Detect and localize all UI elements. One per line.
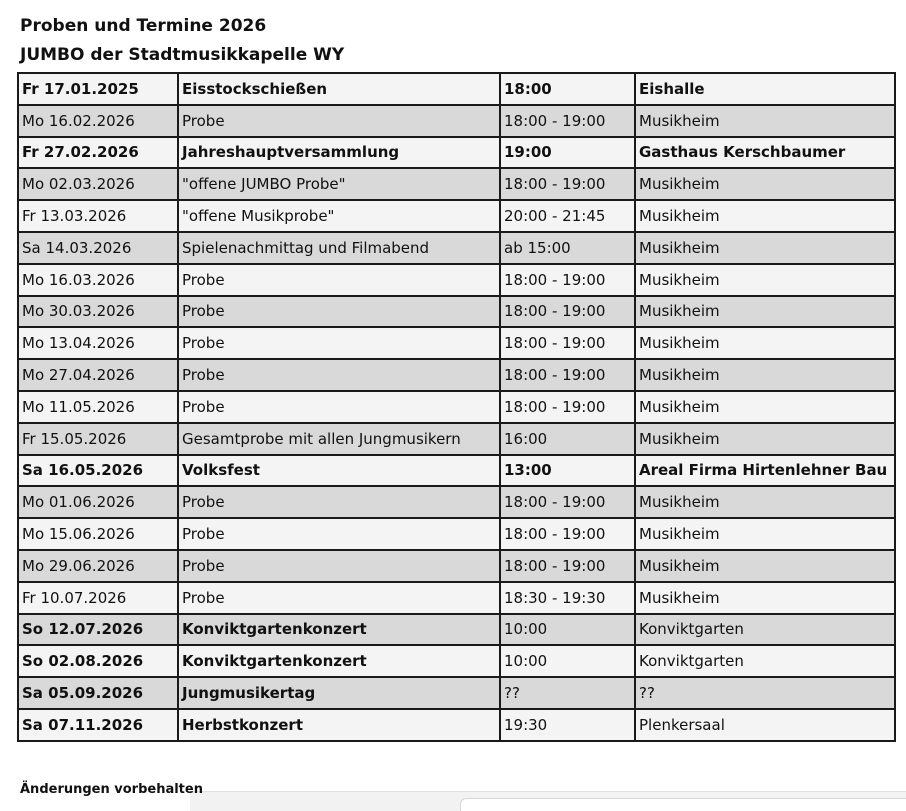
date-cell: So 12.07.2026: [18, 614, 178, 646]
time-cell: 18:00 - 19:00: [500, 105, 635, 137]
table-row: [18, 296, 895, 328]
table-row: [18, 455, 895, 487]
time-cell: 18:00 - 19:00: [500, 327, 635, 359]
time-cell: 16:00: [500, 423, 635, 455]
table-row: [18, 614, 895, 646]
table-row: [18, 709, 895, 741]
sheet-tab[interactable]: [460, 798, 906, 811]
time-cell: 18:00: [500, 73, 635, 105]
place-cell: Musikheim: [635, 518, 895, 550]
table-row: [18, 518, 895, 550]
event-cell: Konviktgartenkonzert: [178, 645, 500, 677]
table-row: [18, 200, 895, 232]
date-cell: Mo 15.06.2026: [18, 518, 178, 550]
place-cell: Musikheim: [635, 550, 895, 582]
time-cell: 18:00 - 19:00: [500, 518, 635, 550]
time-cell: 13:00: [500, 455, 635, 487]
table-row: [18, 423, 895, 455]
table-row: [18, 359, 895, 391]
page-title: Proben und Termine 2026: [20, 16, 267, 36]
event-cell: Probe: [178, 486, 500, 518]
event-cell: Konviktgartenkonzert: [178, 614, 500, 646]
event-cell: Probe: [178, 105, 500, 137]
date-cell: Mo 30.03.2026: [18, 296, 178, 328]
place-cell: Konviktgarten: [635, 645, 895, 677]
event-cell: Probe: [178, 582, 500, 614]
date-cell: So 02.08.2026: [18, 645, 178, 677]
schedule-table: [17, 72, 896, 742]
place-cell: Musikheim: [635, 264, 895, 296]
time-cell: 10:00: [500, 614, 635, 646]
place-cell: Musikheim: [635, 582, 895, 614]
date-cell: Sa 14.03.2026: [18, 232, 178, 264]
table-row: [18, 264, 895, 296]
time-cell: ??: [500, 677, 635, 709]
time-cell: 19:30: [500, 709, 635, 741]
table-row: [18, 550, 895, 582]
table-row: [18, 677, 895, 709]
time-cell: 18:00 - 19:00: [500, 168, 635, 200]
event-cell: Probe: [178, 327, 500, 359]
event-cell: "offene Musikprobe": [178, 200, 500, 232]
time-cell: 18:30 - 19:30: [500, 582, 635, 614]
place-cell: Musikheim: [635, 486, 895, 518]
place-cell: Eishalle: [635, 73, 895, 105]
date-cell: Mo 16.02.2026: [18, 105, 178, 137]
place-cell: Musikheim: [635, 200, 895, 232]
place-cell: Musikheim: [635, 327, 895, 359]
date-cell: Sa 07.11.2026: [18, 709, 178, 741]
time-cell: 18:00 - 19:00: [500, 486, 635, 518]
table-row: [18, 645, 895, 677]
date-cell: Sa 16.05.2026: [18, 455, 178, 487]
date-cell: Mo 13.04.2026: [18, 327, 178, 359]
date-cell: Mo 11.05.2026: [18, 391, 178, 423]
place-cell: Musikheim: [635, 359, 895, 391]
event-cell: "offene JUMBO Probe": [178, 168, 500, 200]
date-cell: Mo 16.03.2026: [18, 264, 178, 296]
event-cell: Volksfest: [178, 455, 500, 487]
time-cell: 19:00: [500, 137, 635, 169]
time-cell: 18:00 - 19:00: [500, 264, 635, 296]
footnote: Änderungen vorbehalten: [20, 782, 203, 797]
table-row: [18, 137, 895, 169]
place-cell: ??: [635, 677, 895, 709]
event-cell: Spielenachmittag und Filmabend: [178, 232, 500, 264]
table-row: [18, 105, 895, 137]
event-cell: Jahreshauptversammlung: [178, 137, 500, 169]
place-cell: Areal Firma Hirtenlehner Bau: [635, 455, 895, 487]
table-row: [18, 486, 895, 518]
date-cell: Fr 17.01.2025: [18, 73, 178, 105]
event-cell: Eisstockschießen: [178, 73, 500, 105]
date-cell: Fr 27.02.2026: [18, 137, 178, 169]
date-cell: Mo 02.03.2026: [18, 168, 178, 200]
time-cell: 18:00 - 19:00: [500, 391, 635, 423]
date-cell: Mo 27.04.2026: [18, 359, 178, 391]
place-cell: Musikheim: [635, 168, 895, 200]
date-cell: Mo 01.06.2026: [18, 486, 178, 518]
event-cell: Herbstkonzert: [178, 709, 500, 741]
schedule-table-body: [18, 73, 895, 741]
event-cell: Probe: [178, 550, 500, 582]
time-cell: 18:00 - 19:00: [500, 550, 635, 582]
place-cell: Musikheim: [635, 391, 895, 423]
event-cell: Probe: [178, 296, 500, 328]
date-cell: Fr 13.03.2026: [18, 200, 178, 232]
event-cell: Probe: [178, 359, 500, 391]
event-cell: Probe: [178, 264, 500, 296]
place-cell: Konviktgarten: [635, 614, 895, 646]
date-cell: Mo 29.06.2026: [18, 550, 178, 582]
table-row: [18, 73, 895, 105]
table-row: [18, 232, 895, 264]
page-subtitle: JUMBO der Stadtmusikkapelle WY: [20, 45, 345, 65]
event-cell: Probe: [178, 391, 500, 423]
date-cell: Fr 15.05.2026: [18, 423, 178, 455]
table-row: [18, 391, 895, 423]
place-cell: Musikheim: [635, 296, 895, 328]
place-cell: Musikheim: [635, 232, 895, 264]
date-cell: Fr 10.07.2026: [18, 582, 178, 614]
time-cell: 18:00 - 19:00: [500, 296, 635, 328]
time-cell: ab 15:00: [500, 232, 635, 264]
event-cell: Probe: [178, 518, 500, 550]
time-cell: 10:00: [500, 645, 635, 677]
table-row: [18, 327, 895, 359]
time-cell: 20:00 - 21:45: [500, 200, 635, 232]
event-cell: Gesamtprobe mit allen Jungmusikern: [178, 423, 500, 455]
place-cell: Gasthaus Kerschbaumer: [635, 137, 895, 169]
place-cell: Musikheim: [635, 105, 895, 137]
date-cell: Sa 05.09.2026: [18, 677, 178, 709]
table-row: [18, 168, 895, 200]
place-cell: Musikheim: [635, 423, 895, 455]
table-row: [18, 582, 895, 614]
place-cell: Plenkersaal: [635, 709, 895, 741]
event-cell: Jungmusikertag: [178, 677, 500, 709]
time-cell: 18:00 - 19:00: [500, 359, 635, 391]
